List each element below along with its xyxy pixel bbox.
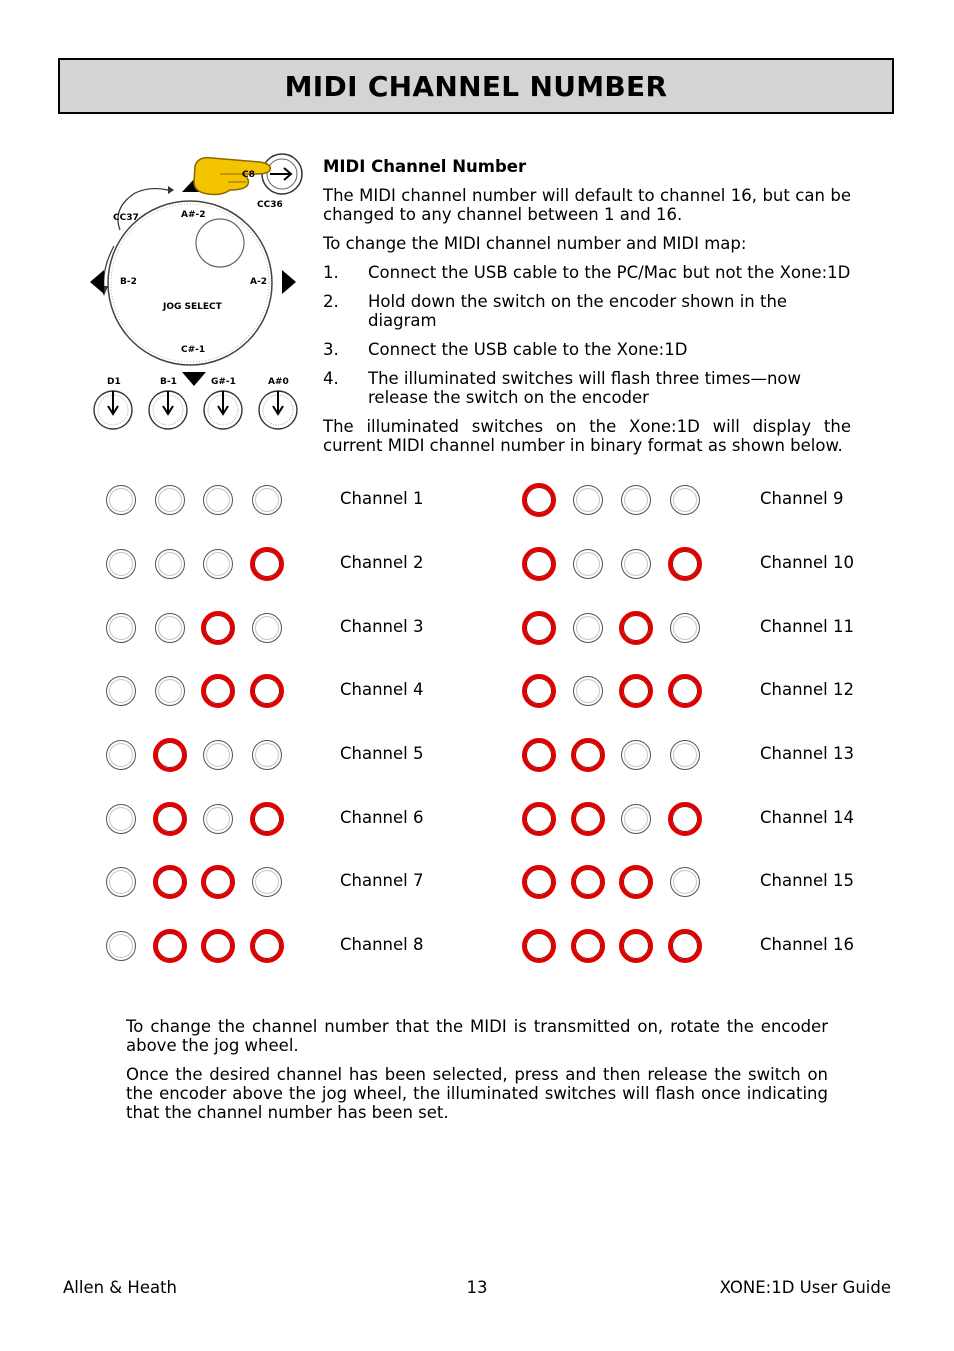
channel-label: Channel 12 bbox=[760, 680, 854, 699]
channel-label: Channel 13 bbox=[760, 744, 854, 763]
step-text: Connect the USB cable to the Xone:1D bbox=[368, 340, 688, 359]
channel-label: Channel 10 bbox=[760, 553, 854, 572]
label-a-sharp-0: A#0 bbox=[268, 377, 289, 387]
channel-row bbox=[0, 674, 954, 714]
led-on bbox=[619, 611, 653, 645]
led-off bbox=[621, 485, 651, 515]
arrow-left-icon bbox=[90, 270, 104, 294]
led-on bbox=[522, 865, 556, 899]
led-on bbox=[522, 802, 556, 836]
channel-row bbox=[0, 483, 954, 523]
channel-label: Channel 16 bbox=[760, 935, 854, 954]
label-g-sharp-1: G#-1 bbox=[211, 377, 236, 387]
intro-paragraph-2: To change the MIDI channel number and MIDI map: bbox=[323, 234, 747, 253]
led-on bbox=[522, 674, 556, 708]
channel-row bbox=[0, 929, 954, 969]
arrow-down-icon bbox=[182, 372, 206, 386]
footer-page-number: 13 bbox=[466, 1278, 488, 1297]
intro-section bbox=[323, 157, 851, 465]
step-item bbox=[323, 292, 851, 330]
step-number: 1. bbox=[323, 263, 339, 282]
step-number: 2. bbox=[323, 292, 339, 311]
step-number: 4. bbox=[323, 369, 339, 388]
channel-label: Channel 5 bbox=[340, 744, 424, 763]
intro-paragraph-1: The MIDI channel number will default to channel 16, but can be changed to any channel between 1 and 16. bbox=[323, 186, 851, 224]
diagram-knobs bbox=[94, 391, 297, 429]
label-a-2: A-2 bbox=[250, 277, 267, 287]
step-text: The illuminated switches will flash three times—now release the switch on the encoder bbox=[368, 369, 801, 407]
channel-label: Channel 6 bbox=[340, 808, 424, 827]
bottom-section bbox=[126, 1017, 828, 1132]
bottom-paragraph-1: To change the channel number that the MIDI is transmitted on, rotate the encoder above the jog wheel. bbox=[126, 1017, 828, 1055]
led-off bbox=[573, 485, 603, 515]
step-text: Hold down the switch on the encoder shown in the diagram bbox=[368, 292, 788, 330]
led-on bbox=[522, 547, 556, 581]
steps-list bbox=[323, 263, 851, 407]
channel-label: Channel 7 bbox=[340, 871, 424, 890]
led-off bbox=[573, 613, 603, 643]
bottom-paragraph-2: Once the desired channel has been selected, press and then release the switch on the encoder above the jog wheel, the illuminated switches will flash once indicating that the channel number has been set. bbox=[126, 1065, 828, 1122]
channel-label: Channel 15 bbox=[760, 871, 854, 890]
led-off bbox=[573, 549, 603, 579]
arrow-right-icon bbox=[282, 270, 296, 294]
led-on bbox=[571, 802, 605, 836]
footer-publisher: Allen & Heath bbox=[63, 1278, 178, 1297]
label-jog-select: JOG SELECT bbox=[163, 302, 222, 312]
led-on bbox=[571, 738, 605, 772]
label-b-1: B-1 bbox=[160, 377, 177, 387]
intro-paragraph-3: The illuminated switches on the Xone:1D will display the current MIDI channel number in binary format as shown below. bbox=[323, 417, 851, 455]
page-title: MIDI CHANNEL NUMBER bbox=[284, 69, 668, 103]
channel-label: Channel 8 bbox=[340, 935, 424, 954]
step-item bbox=[323, 369, 851, 407]
channel-row bbox=[0, 611, 954, 651]
led-off bbox=[621, 804, 651, 834]
led-on bbox=[668, 674, 702, 708]
led-on bbox=[619, 674, 653, 708]
encoder-diagram bbox=[80, 148, 310, 438]
encoder-diagram-svg bbox=[80, 148, 310, 438]
led-on bbox=[571, 929, 605, 963]
channel-label: Channel 9 bbox=[760, 489, 844, 508]
label-b-2: B-2 bbox=[120, 277, 137, 287]
led-off bbox=[670, 613, 700, 643]
led-off bbox=[621, 549, 651, 579]
led-on bbox=[619, 929, 653, 963]
label-d1: D1 bbox=[107, 377, 121, 387]
led-on bbox=[668, 929, 702, 963]
channel-label: Channel 3 bbox=[340, 617, 424, 636]
led-off bbox=[670, 485, 700, 515]
step-number: 3. bbox=[323, 340, 339, 359]
label-a-sharp-2: A#-2 bbox=[181, 210, 206, 220]
channel-row bbox=[0, 738, 954, 778]
label-cc36: CC36 bbox=[257, 200, 283, 210]
step-item bbox=[323, 263, 851, 282]
footer-doc-title: XONE:1D User Guide bbox=[719, 1278, 891, 1297]
title-banner bbox=[58, 58, 894, 114]
channel-row bbox=[0, 865, 954, 905]
label-cc37: CC37 bbox=[113, 213, 139, 223]
led-on bbox=[668, 802, 702, 836]
led-off bbox=[621, 740, 651, 770]
channel-label: Channel 1 bbox=[340, 489, 424, 508]
channel-label: Channel 11 bbox=[760, 617, 854, 636]
step-item bbox=[323, 340, 851, 359]
led-on bbox=[571, 865, 605, 899]
led-on bbox=[522, 738, 556, 772]
led-on bbox=[522, 929, 556, 963]
channel-label: Channel 4 bbox=[340, 680, 424, 699]
led-on bbox=[668, 547, 702, 581]
led-off bbox=[670, 740, 700, 770]
label-c-sharp-1: C#-1 bbox=[181, 345, 206, 355]
led-on bbox=[522, 611, 556, 645]
page-footer bbox=[63, 1278, 891, 1300]
rotation-arrow-icon bbox=[118, 189, 168, 230]
section-heading: MIDI Channel Number bbox=[323, 157, 527, 176]
channel-label: Channel 14 bbox=[760, 808, 854, 827]
step-text: Connect the USB cable to the PC/Mac but not the Xone:1D bbox=[368, 263, 851, 282]
led-on bbox=[522, 483, 556, 517]
led-on bbox=[619, 865, 653, 899]
jog-wheel-center bbox=[196, 219, 244, 267]
label-c8: C8 bbox=[242, 170, 255, 180]
channel-row bbox=[0, 547, 954, 587]
led-off bbox=[573, 676, 603, 706]
pointing-hand-icon bbox=[182, 158, 270, 195]
channel-row bbox=[0, 802, 954, 842]
led-off bbox=[670, 867, 700, 897]
channel-label: Channel 2 bbox=[340, 553, 424, 572]
